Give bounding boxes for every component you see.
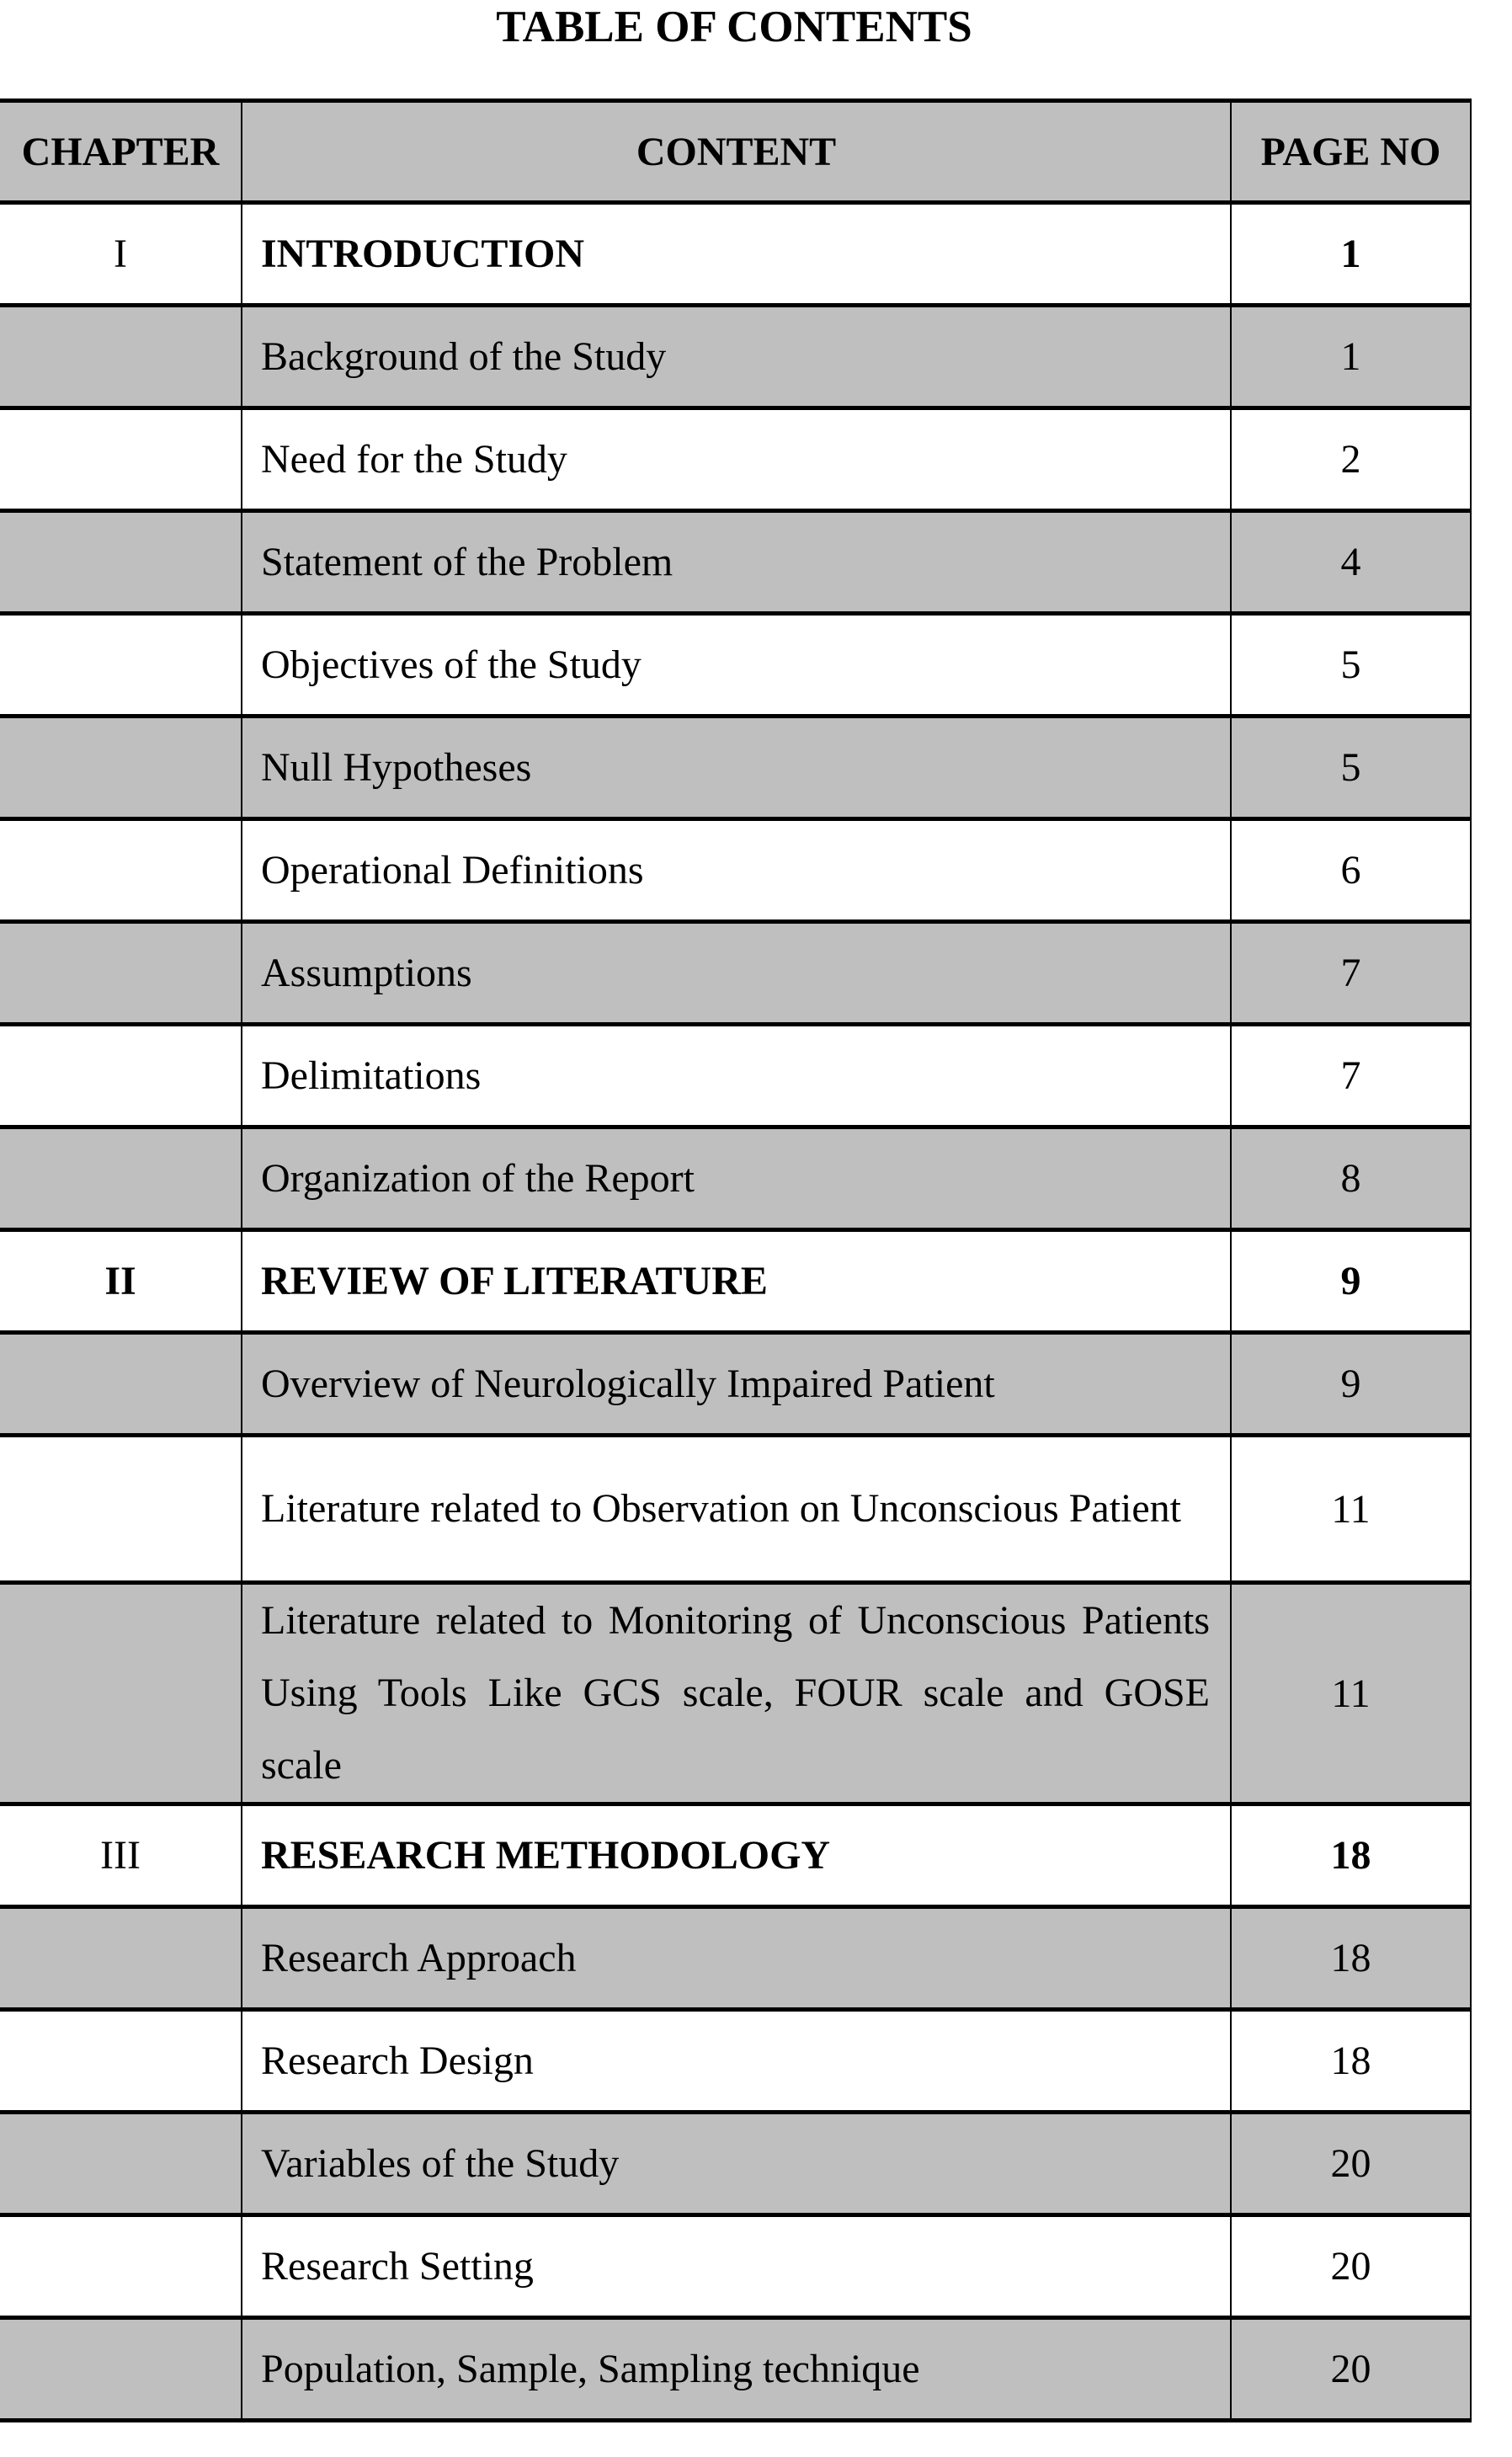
content-cell: Statement of the Problem bbox=[242, 511, 1231, 614]
content-cell: Need for the Study bbox=[242, 408, 1231, 511]
content-cell: Null Hypotheses bbox=[242, 717, 1231, 819]
table-row bbox=[0, 306, 1471, 408]
table-row bbox=[0, 2010, 1471, 2113]
chapter-cell: I bbox=[0, 203, 242, 306]
chapter-cell bbox=[0, 1127, 242, 1230]
table-row bbox=[0, 1436, 1471, 1583]
table-row bbox=[0, 1907, 1471, 2010]
table-row bbox=[0, 922, 1471, 1025]
chapter-cell: III bbox=[0, 1804, 242, 1907]
page-cell: 18 bbox=[1231, 2010, 1471, 2113]
chapter-cell bbox=[0, 2215, 242, 2318]
content-cell: Objectives of the Study bbox=[242, 614, 1231, 717]
page-cell: 18 bbox=[1231, 1907, 1471, 2010]
table-row bbox=[0, 1127, 1471, 1230]
table-row bbox=[0, 1230, 1471, 1333]
chapter-cell bbox=[0, 1907, 242, 2010]
content-cell: Population, Sample, Sampling technique bbox=[242, 2318, 1231, 2421]
table-row bbox=[0, 203, 1471, 306]
chapter-cell bbox=[0, 1025, 242, 1127]
content-cell: Literature related to Observation on Unconscious Patient bbox=[242, 1436, 1231, 1583]
content-cell: Research Design bbox=[242, 2010, 1231, 2113]
chapter-cell bbox=[0, 408, 242, 511]
content-cell: RESEARCH METHODOLOGY bbox=[242, 1804, 1231, 1907]
page-cell: 8 bbox=[1231, 1127, 1471, 1230]
content-cell: Research Approach bbox=[242, 1907, 1231, 2010]
content-cell: Background of the Study bbox=[242, 306, 1231, 408]
header-page: PAGE NO bbox=[1231, 101, 1471, 203]
table-row bbox=[0, 408, 1471, 511]
page-cell: 1 bbox=[1231, 306, 1471, 408]
content-cell: REVIEW OF LITERATURE bbox=[242, 1230, 1231, 1333]
chapter-cell bbox=[0, 306, 242, 408]
content-cell: Literature related to Monitoring of Unconscious Patients Using Tools Like GCS scale, FOUR scale and GOSE scale bbox=[242, 1583, 1231, 1804]
chapter-cell bbox=[0, 922, 242, 1025]
table-row bbox=[0, 1804, 1471, 1907]
page-cell: 7 bbox=[1231, 1025, 1471, 1127]
chapter-cell bbox=[0, 1436, 242, 1583]
header-chapter: CHAPTER bbox=[0, 101, 242, 203]
page-cell: 11 bbox=[1231, 1583, 1471, 1804]
page-cell: 5 bbox=[1231, 717, 1471, 819]
chapter-cell bbox=[0, 614, 242, 717]
content-cell: Delimitations bbox=[242, 1025, 1231, 1127]
content-cell: Research Setting bbox=[242, 2215, 1231, 2318]
table-row bbox=[0, 614, 1471, 717]
page-cell: 7 bbox=[1231, 922, 1471, 1025]
page-cell: 2 bbox=[1231, 408, 1471, 511]
page-cell: 9 bbox=[1231, 1230, 1471, 1333]
content-cell: Overview of Neurologically Impaired Patient bbox=[242, 1333, 1231, 1436]
content-cell: Organization of the Report bbox=[242, 1127, 1231, 1230]
page-title: TABLE OF CONTENTS bbox=[496, 3, 972, 51]
page-cell: 5 bbox=[1231, 614, 1471, 717]
table-row bbox=[0, 2113, 1471, 2215]
chapter-cell bbox=[0, 819, 242, 922]
page-cell: 6 bbox=[1231, 819, 1471, 922]
page-cell: 1 bbox=[1231, 203, 1471, 306]
chapter-cell bbox=[0, 2113, 242, 2215]
chapter-cell bbox=[0, 1333, 242, 1436]
chapter-cell: II bbox=[0, 1230, 242, 1333]
content-cell: Variables of the Study bbox=[242, 2113, 1231, 2215]
page-cell: 4 bbox=[1231, 511, 1471, 614]
page-cell: 9 bbox=[1231, 1333, 1471, 1436]
content-cell: INTRODUCTION bbox=[242, 203, 1231, 306]
header-row bbox=[0, 101, 1471, 203]
page-cell: 20 bbox=[1231, 2318, 1471, 2421]
table-row bbox=[0, 1025, 1471, 1127]
content-cell: Operational Definitions bbox=[242, 819, 1231, 922]
header-content: CONTENT bbox=[242, 101, 1231, 203]
table-row bbox=[0, 2215, 1471, 2318]
page-cell: 20 bbox=[1231, 2215, 1471, 2318]
table-row bbox=[0, 1583, 1471, 1804]
chapter-cell bbox=[0, 2318, 242, 2421]
page-cell: 11 bbox=[1231, 1436, 1471, 1583]
toc-table bbox=[0, 99, 1472, 2422]
chapter-cell bbox=[0, 2010, 242, 2113]
chapter-cell bbox=[0, 1583, 242, 1804]
chapter-cell bbox=[0, 717, 242, 819]
table-row bbox=[0, 2318, 1471, 2421]
chapter-cell bbox=[0, 511, 242, 614]
table-row bbox=[0, 717, 1471, 819]
table-row bbox=[0, 819, 1471, 922]
page-cell: 20 bbox=[1231, 2113, 1471, 2215]
content-cell: Assumptions bbox=[242, 922, 1231, 1025]
table-row bbox=[0, 1333, 1471, 1436]
page-cell: 18 bbox=[1231, 1804, 1471, 1907]
table-row bbox=[0, 511, 1471, 614]
